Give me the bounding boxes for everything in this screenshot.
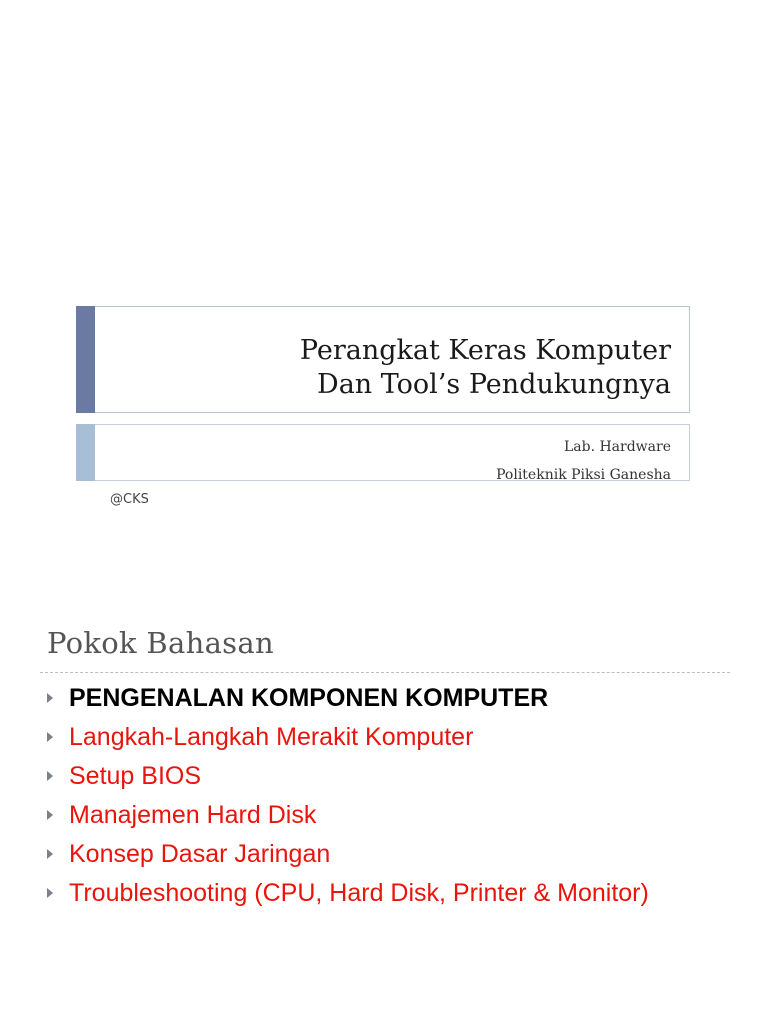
triangle-bullet-icon: [47, 810, 53, 820]
author-credit: @CKS: [110, 492, 149, 507]
list-item-text: Troubleshooting (CPU, Hard Disk, Printer & Monitor): [69, 879, 649, 907]
list-item-text: Langkah-Langkah Merakit Komputer: [69, 723, 474, 751]
list-item: [44, 877, 724, 910]
list-item-text: PENGENALAN KOMPONEN KOMPUTER: [69, 684, 549, 712]
subtitle-line-2: Politeknik Piksi Ganesha: [496, 467, 671, 483]
subtitle-box: [76, 424, 690, 481]
triangle-bullet-icon: [47, 888, 53, 898]
slide-title: [300, 334, 671, 402]
triangle-bullet-icon: [47, 732, 53, 742]
list-item: [44, 838, 724, 871]
title-box: [76, 306, 690, 413]
list-item: [44, 799, 724, 832]
list-item: [44, 760, 724, 793]
topic-list: [44, 682, 724, 916]
triangle-bullet-icon: [47, 849, 53, 859]
list-item-text: Setup BIOS: [69, 762, 202, 790]
list-item-text: Manajemen Hard Disk: [69, 801, 317, 829]
heading-divider: [40, 672, 730, 673]
list-item-text: Konsep Dasar Jaringan: [69, 840, 331, 868]
subtitle-accent-bar: [76, 424, 95, 481]
content-slide: [0, 576, 768, 1024]
list-item: [44, 721, 724, 754]
slide-subtitle: [496, 433, 671, 489]
triangle-bullet-icon: [47, 771, 53, 781]
title-accent-bar: [76, 306, 95, 413]
list-item: [44, 682, 724, 715]
title-line-2: Dan Tool’s Pendukungnya: [317, 369, 671, 400]
title-line-1: Perangkat Keras Komputer: [299, 335, 671, 366]
slide-heading: Pokok Bahasan: [47, 626, 274, 660]
subtitle-line-1: Lab. Hardware: [563, 439, 671, 455]
triangle-bullet-icon: [47, 693, 53, 703]
